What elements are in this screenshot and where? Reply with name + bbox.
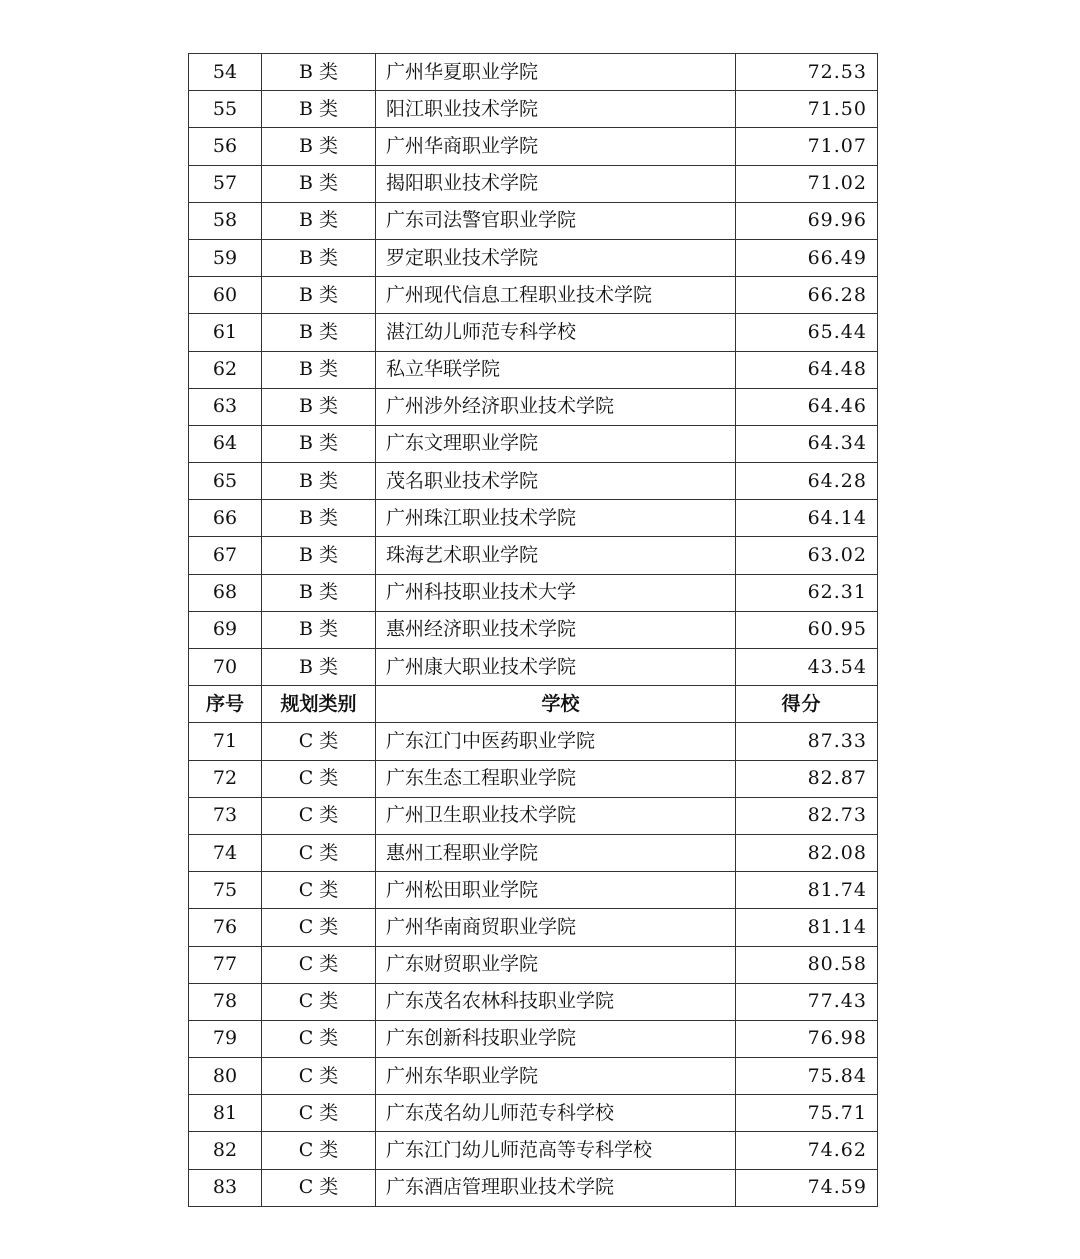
cell-no: 82 — [189, 1132, 262, 1169]
cell-score: 60.95 — [736, 611, 878, 648]
cell-school: 广州现代信息工程职业技术学院 — [376, 277, 736, 314]
score-table — [188, 53, 878, 1207]
cell-category: B 类 — [262, 425, 376, 462]
cell-category: B 类 — [262, 611, 376, 648]
cell-no: 66 — [189, 500, 262, 537]
cell-score: 66.49 — [736, 239, 878, 276]
table-row — [189, 54, 878, 91]
cell-no: 62 — [189, 351, 262, 388]
cell-score: 82.87 — [736, 760, 878, 797]
cell-category: C 类 — [262, 909, 376, 946]
cell-no: 75 — [189, 872, 262, 909]
table-row — [189, 1095, 878, 1132]
cell-score: 76.98 — [736, 1020, 878, 1057]
table-row — [189, 834, 878, 871]
table-row — [189, 1132, 878, 1169]
table-row — [189, 128, 878, 165]
cell-school: 惠州经济职业技术学院 — [376, 611, 736, 648]
table-row — [189, 1169, 878, 1206]
cell-category: C 类 — [262, 760, 376, 797]
header-category: 规划类别 — [262, 686, 376, 723]
cell-score: 87.33 — [736, 723, 878, 760]
cell-school: 广东生态工程职业学院 — [376, 760, 736, 797]
table-row — [189, 388, 878, 425]
cell-school: 广州华商职业学院 — [376, 128, 736, 165]
cell-no: 59 — [189, 239, 262, 276]
cell-no: 76 — [189, 909, 262, 946]
cell-school: 惠州工程职业学院 — [376, 834, 736, 871]
cell-score: 81.14 — [736, 909, 878, 946]
cell-no: 79 — [189, 1020, 262, 1057]
cell-no: 61 — [189, 314, 262, 351]
cell-score: 64.46 — [736, 388, 878, 425]
cell-school: 私立华联学院 — [376, 351, 736, 388]
cell-score: 64.14 — [736, 500, 878, 537]
table-row — [189, 983, 878, 1020]
cell-category: C 类 — [262, 1132, 376, 1169]
cell-school: 广州卫生职业技术学院 — [376, 797, 736, 834]
cell-school: 广东茂名幼儿师范专科学校 — [376, 1095, 736, 1132]
cell-category: C 类 — [262, 872, 376, 909]
cell-score: 75.71 — [736, 1095, 878, 1132]
cell-category: B 类 — [262, 463, 376, 500]
cell-category: B 类 — [262, 128, 376, 165]
table-row — [189, 537, 878, 574]
cell-school: 广州东华职业学院 — [376, 1058, 736, 1095]
table-row — [189, 165, 878, 202]
cell-no: 74 — [189, 834, 262, 871]
cell-category: B 类 — [262, 239, 376, 276]
cell-category: C 类 — [262, 723, 376, 760]
cell-score: 65.44 — [736, 314, 878, 351]
table-row — [189, 314, 878, 351]
cell-category: C 类 — [262, 1169, 376, 1206]
cell-school: 广东司法警官职业学院 — [376, 202, 736, 239]
table-body — [189, 54, 878, 1207]
cell-no: 54 — [189, 54, 262, 91]
cell-score: 77.43 — [736, 983, 878, 1020]
cell-score: 82.08 — [736, 834, 878, 871]
cell-school: 广东江门中医药职业学院 — [376, 723, 736, 760]
cell-category: B 类 — [262, 277, 376, 314]
table-row — [189, 611, 878, 648]
table-row — [189, 909, 878, 946]
cell-no: 63 — [189, 388, 262, 425]
cell-no: 56 — [189, 128, 262, 165]
cell-category: B 类 — [262, 388, 376, 425]
cell-no: 68 — [189, 574, 262, 611]
table-row — [189, 202, 878, 239]
cell-category: B 类 — [262, 649, 376, 686]
cell-no: 60 — [189, 277, 262, 314]
cell-score: 80.58 — [736, 946, 878, 983]
cell-no: 65 — [189, 463, 262, 500]
cell-category: C 类 — [262, 797, 376, 834]
cell-score: 74.62 — [736, 1132, 878, 1169]
cell-no: 80 — [189, 1058, 262, 1095]
cell-score: 66.28 — [736, 277, 878, 314]
cell-no: 81 — [189, 1095, 262, 1132]
cell-school: 广东茂名农林科技职业学院 — [376, 983, 736, 1020]
cell-score: 64.48 — [736, 351, 878, 388]
cell-no: 71 — [189, 723, 262, 760]
cell-score: 71.07 — [736, 128, 878, 165]
table-row — [189, 797, 878, 834]
cell-no: 78 — [189, 983, 262, 1020]
cell-score: 72.53 — [736, 54, 878, 91]
cell-school: 广东创新科技职业学院 — [376, 1020, 736, 1057]
cell-school: 广州华夏职业学院 — [376, 54, 736, 91]
table-row — [189, 649, 878, 686]
cell-school: 广州松田职业学院 — [376, 872, 736, 909]
cell-no: 57 — [189, 165, 262, 202]
cell-no: 58 — [189, 202, 262, 239]
cell-category: B 类 — [262, 351, 376, 388]
table-row — [189, 723, 878, 760]
cell-school: 罗定职业技术学院 — [376, 239, 736, 276]
table-row — [189, 872, 878, 909]
table-row — [189, 946, 878, 983]
cell-score: 63.02 — [736, 537, 878, 574]
table-row — [189, 351, 878, 388]
cell-no: 67 — [189, 537, 262, 574]
cell-category: C 类 — [262, 1020, 376, 1057]
cell-category: B 类 — [262, 314, 376, 351]
cell-no: 55 — [189, 91, 262, 128]
cell-category: B 类 — [262, 500, 376, 537]
cell-score: 64.34 — [736, 425, 878, 462]
cell-school: 阳江职业技术学院 — [376, 91, 736, 128]
cell-score: 64.28 — [736, 463, 878, 500]
cell-category: C 类 — [262, 1058, 376, 1095]
cell-no: 69 — [189, 611, 262, 648]
cell-score: 82.73 — [736, 797, 878, 834]
cell-score: 62.31 — [736, 574, 878, 611]
cell-no: 70 — [189, 649, 262, 686]
cell-score: 74.59 — [736, 1169, 878, 1206]
cell-school: 广州涉外经济职业技术学院 — [376, 388, 736, 425]
cell-school: 湛江幼儿师范专科学校 — [376, 314, 736, 351]
cell-school: 广州科技职业技术大学 — [376, 574, 736, 611]
table-row — [189, 463, 878, 500]
cell-no: 64 — [189, 425, 262, 462]
table-row — [189, 425, 878, 462]
cell-school: 广州华南商贸职业学院 — [376, 909, 736, 946]
cell-category: C 类 — [262, 983, 376, 1020]
table-row — [189, 500, 878, 537]
cell-no: 72 — [189, 760, 262, 797]
table-row — [189, 1020, 878, 1057]
cell-school: 广东江门幼儿师范高等专科学校 — [376, 1132, 736, 1169]
cell-school: 广东财贸职业学院 — [376, 946, 736, 983]
cell-score: 71.50 — [736, 91, 878, 128]
cell-school: 揭阳职业技术学院 — [376, 165, 736, 202]
cell-score: 71.02 — [736, 165, 878, 202]
cell-school: 广州康大职业技术学院 — [376, 649, 736, 686]
cell-category: B 类 — [262, 574, 376, 611]
table-row — [189, 760, 878, 797]
cell-school: 广东酒店管理职业技术学院 — [376, 1169, 736, 1206]
header-score: 得分 — [736, 686, 878, 723]
cell-no: 73 — [189, 797, 262, 834]
table-row — [189, 1058, 878, 1095]
cell-category: B 类 — [262, 54, 376, 91]
cell-category: C 类 — [262, 1095, 376, 1132]
cell-no: 77 — [189, 946, 262, 983]
table-row — [189, 277, 878, 314]
cell-category: B 类 — [262, 537, 376, 574]
cell-school: 广东文理职业学院 — [376, 425, 736, 462]
cell-score: 69.96 — [736, 202, 878, 239]
cell-score: 75.84 — [736, 1058, 878, 1095]
cell-score: 43.54 — [736, 649, 878, 686]
cell-category: B 类 — [262, 91, 376, 128]
table-row — [189, 239, 878, 276]
cell-school: 广州珠江职业技术学院 — [376, 500, 736, 537]
cell-no: 83 — [189, 1169, 262, 1206]
cell-category: C 类 — [262, 946, 376, 983]
table-header-row — [189, 686, 878, 723]
cell-school: 珠海艺术职业学院 — [376, 537, 736, 574]
header-no: 序号 — [189, 686, 262, 723]
cell-school: 茂名职业技术学院 — [376, 463, 736, 500]
cell-category: B 类 — [262, 165, 376, 202]
cell-score: 81.74 — [736, 872, 878, 909]
cell-category: B 类 — [262, 202, 376, 239]
table-row — [189, 574, 878, 611]
table-row — [189, 91, 878, 128]
cell-category: C 类 — [262, 834, 376, 871]
header-school: 学校 — [376, 686, 736, 723]
